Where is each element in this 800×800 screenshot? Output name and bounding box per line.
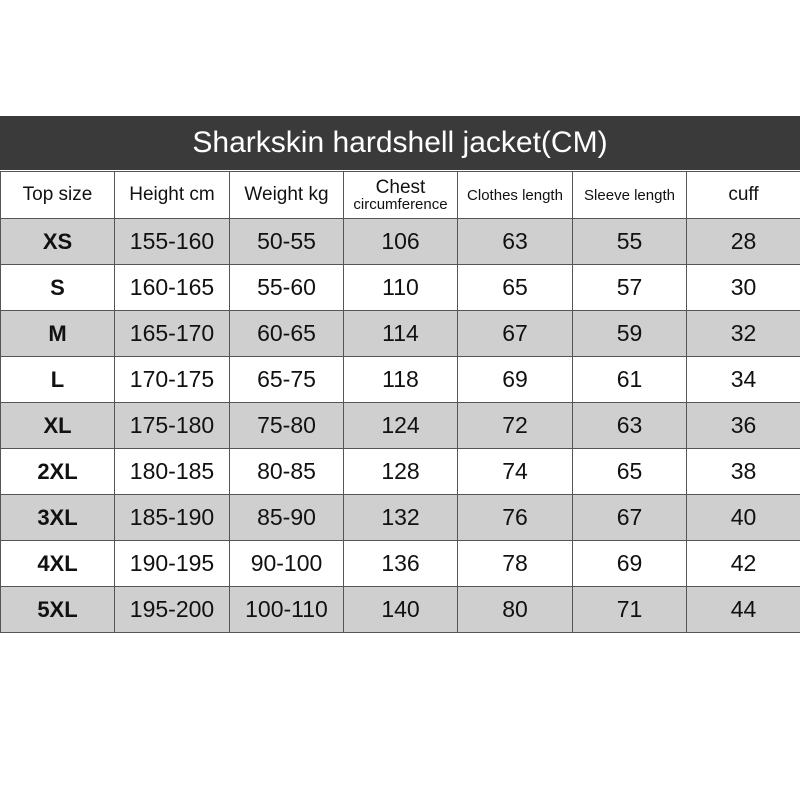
cell-clothes-length: 65 bbox=[458, 265, 573, 311]
cell-size: L bbox=[1, 357, 115, 403]
cell-weight: 65-75 bbox=[230, 357, 344, 403]
cell-sleeve-length: 69 bbox=[573, 541, 687, 587]
cell-height: 155-160 bbox=[115, 219, 230, 265]
cell-cuff: 40 bbox=[687, 495, 800, 541]
header-weight: Weight kg bbox=[230, 172, 344, 219]
header-cuff: cuff bbox=[687, 172, 800, 219]
table-row bbox=[1, 587, 800, 633]
cell-size: S bbox=[1, 265, 115, 311]
table-row bbox=[1, 219, 800, 265]
cell-height: 185-190 bbox=[115, 495, 230, 541]
table-row bbox=[1, 541, 800, 587]
cell-weight: 90-100 bbox=[230, 541, 344, 587]
table-row bbox=[1, 495, 800, 541]
header-sleeve-length: Sleeve length bbox=[573, 172, 687, 219]
cell-clothes-length: 78 bbox=[458, 541, 573, 587]
cell-clothes-length: 67 bbox=[458, 311, 573, 357]
cell-clothes-length: 80 bbox=[458, 587, 573, 633]
cell-height: 195-200 bbox=[115, 587, 230, 633]
cell-chest: 128 bbox=[344, 449, 458, 495]
cell-weight: 60-65 bbox=[230, 311, 344, 357]
cell-sleeve-length: 65 bbox=[573, 449, 687, 495]
cell-clothes-length: 63 bbox=[458, 219, 573, 265]
cell-chest: 136 bbox=[344, 541, 458, 587]
table-row bbox=[1, 265, 800, 311]
cell-height: 190-195 bbox=[115, 541, 230, 587]
cell-cuff: 38 bbox=[687, 449, 800, 495]
cell-chest: 110 bbox=[344, 265, 458, 311]
cell-chest: 106 bbox=[344, 219, 458, 265]
chart-title: Sharkskin hardshell jacket(CM) bbox=[0, 116, 800, 170]
header-chest bbox=[344, 172, 458, 219]
cell-clothes-length: 72 bbox=[458, 403, 573, 449]
table-row bbox=[1, 403, 800, 449]
cell-sleeve-length: 67 bbox=[573, 495, 687, 541]
size-table bbox=[0, 171, 800, 633]
cell-size: M bbox=[1, 311, 115, 357]
header-top-size: Top size bbox=[1, 172, 115, 219]
header-chest-line2: circumference bbox=[353, 195, 448, 213]
cell-cuff: 36 bbox=[687, 403, 800, 449]
cell-height: 165-170 bbox=[115, 311, 230, 357]
cell-chest: 140 bbox=[344, 587, 458, 633]
cell-height: 170-175 bbox=[115, 357, 230, 403]
cell-sleeve-length: 71 bbox=[573, 587, 687, 633]
cell-cuff: 42 bbox=[687, 541, 800, 587]
cell-sleeve-length: 55 bbox=[573, 219, 687, 265]
cell-size: XS bbox=[1, 219, 115, 265]
cell-sleeve-length: 63 bbox=[573, 403, 687, 449]
cell-weight: 75-80 bbox=[230, 403, 344, 449]
cell-cuff: 28 bbox=[687, 219, 800, 265]
cell-height: 160-165 bbox=[115, 265, 230, 311]
header-chest-line1: Chest bbox=[375, 176, 426, 198]
cell-height: 180-185 bbox=[115, 449, 230, 495]
cell-sleeve-length: 57 bbox=[573, 265, 687, 311]
cell-chest: 118 bbox=[344, 357, 458, 403]
cell-chest: 124 bbox=[344, 403, 458, 449]
cell-weight: 85-90 bbox=[230, 495, 344, 541]
header-clothes-length: Clothes length bbox=[458, 172, 573, 219]
cell-size: 2XL bbox=[1, 449, 115, 495]
header-row bbox=[1, 172, 800, 219]
cell-weight: 100-110 bbox=[230, 587, 344, 633]
cell-height: 175-180 bbox=[115, 403, 230, 449]
cell-size: XL bbox=[1, 403, 115, 449]
cell-clothes-length: 74 bbox=[458, 449, 573, 495]
cell-weight: 80-85 bbox=[230, 449, 344, 495]
table-row bbox=[1, 357, 800, 403]
cell-cuff: 30 bbox=[687, 265, 800, 311]
cell-weight: 50-55 bbox=[230, 219, 344, 265]
cell-sleeve-length: 61 bbox=[573, 357, 687, 403]
cell-weight: 55-60 bbox=[230, 265, 344, 311]
cell-size: 5XL bbox=[1, 587, 115, 633]
cell-chest: 132 bbox=[344, 495, 458, 541]
cell-size: 3XL bbox=[1, 495, 115, 541]
cell-sleeve-length: 59 bbox=[573, 311, 687, 357]
cell-clothes-length: 76 bbox=[458, 495, 573, 541]
header-height: Height cm bbox=[115, 172, 230, 219]
cell-cuff: 32 bbox=[687, 311, 800, 357]
table-body bbox=[1, 219, 800, 633]
cell-chest: 114 bbox=[344, 311, 458, 357]
cell-size: 4XL bbox=[1, 541, 115, 587]
cell-cuff: 44 bbox=[687, 587, 800, 633]
table-row bbox=[1, 311, 800, 357]
cell-cuff: 34 bbox=[687, 357, 800, 403]
cell-clothes-length: 69 bbox=[458, 357, 573, 403]
table-row bbox=[1, 449, 800, 495]
